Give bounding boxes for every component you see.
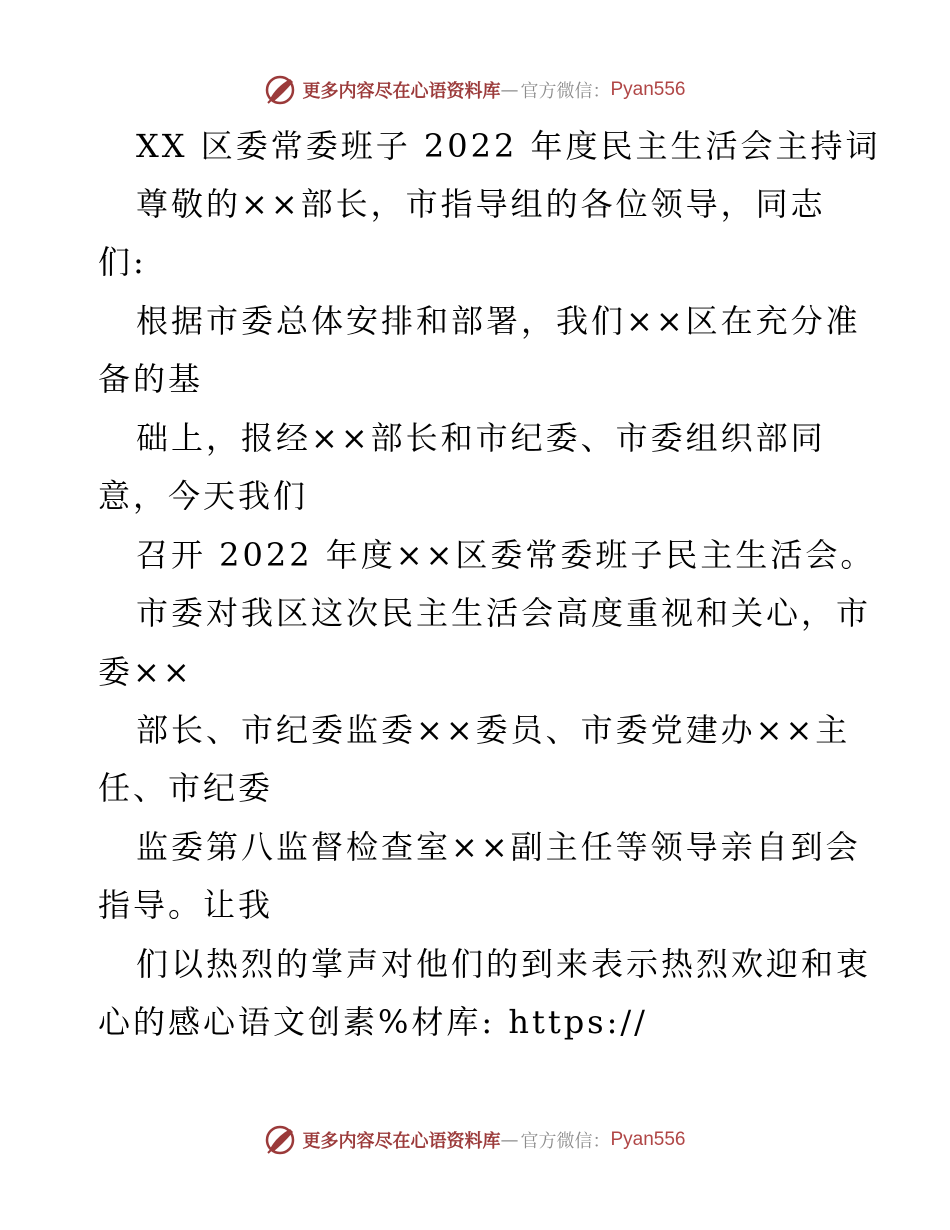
header-wechat-id: Pyan556 (610, 79, 686, 100)
paragraph-line: 们以热烈的掌声对他们的到来表示热烈欢迎和衷 (136, 945, 872, 983)
paragraph-line: 指导。让我 (98, 886, 274, 924)
paragraph-line: 监委第八监督检查室××副主任等领导亲自到会 (136, 828, 861, 866)
paragraph-line: 尊敬的××部长，市指导组的各位领导，同志 (136, 185, 826, 223)
header-wechat-label: 官方微信： (520, 81, 611, 102)
paragraph-line: 任、市纪委 (98, 769, 274, 807)
paragraph-line: 委×× (98, 653, 193, 691)
paragraph-line: 根据市委总体安排和部署，我们××区在充分准 (136, 302, 861, 340)
footer-banner (0, 1120, 950, 1160)
paragraph-line: 部长、市纪委监委××委员、市委党建办××主 (136, 711, 851, 749)
footer-wechat-label: 官方微信： (520, 1131, 611, 1152)
pen-logo-icon (264, 1123, 298, 1157)
paragraph-line: 备的基 (98, 360, 204, 398)
document-title: XX 区委常委班子 2022 年度民主生活会主持词 (136, 127, 881, 165)
header-site-text: 更多内容尽在心语资料库 (302, 81, 501, 102)
paragraph-line: 召开 2022 年度××区委常委班子民主生活会。 (136, 536, 876, 574)
pen-logo-icon (264, 73, 298, 107)
paragraph-line: 意，今天我们 (98, 477, 309, 515)
footer-wechat-id: Pyan556 (610, 1129, 686, 1150)
footer-site-text: 更多内容尽在心语资料库 (302, 1131, 501, 1152)
header-separator: — (500, 79, 519, 101)
header-banner (0, 70, 950, 110)
paragraph-line: 市委对我区这次民主生活会高度重视和关心，市 (136, 594, 872, 632)
paragraph-line: 心的感心语文创素%材库: https:// (98, 1003, 648, 1041)
paragraph-line: 们: (98, 243, 147, 281)
paragraph-line: 础上，报经××部长和市纪委、市委组织部同 (136, 419, 826, 457)
footer-separator: — (500, 1129, 519, 1151)
